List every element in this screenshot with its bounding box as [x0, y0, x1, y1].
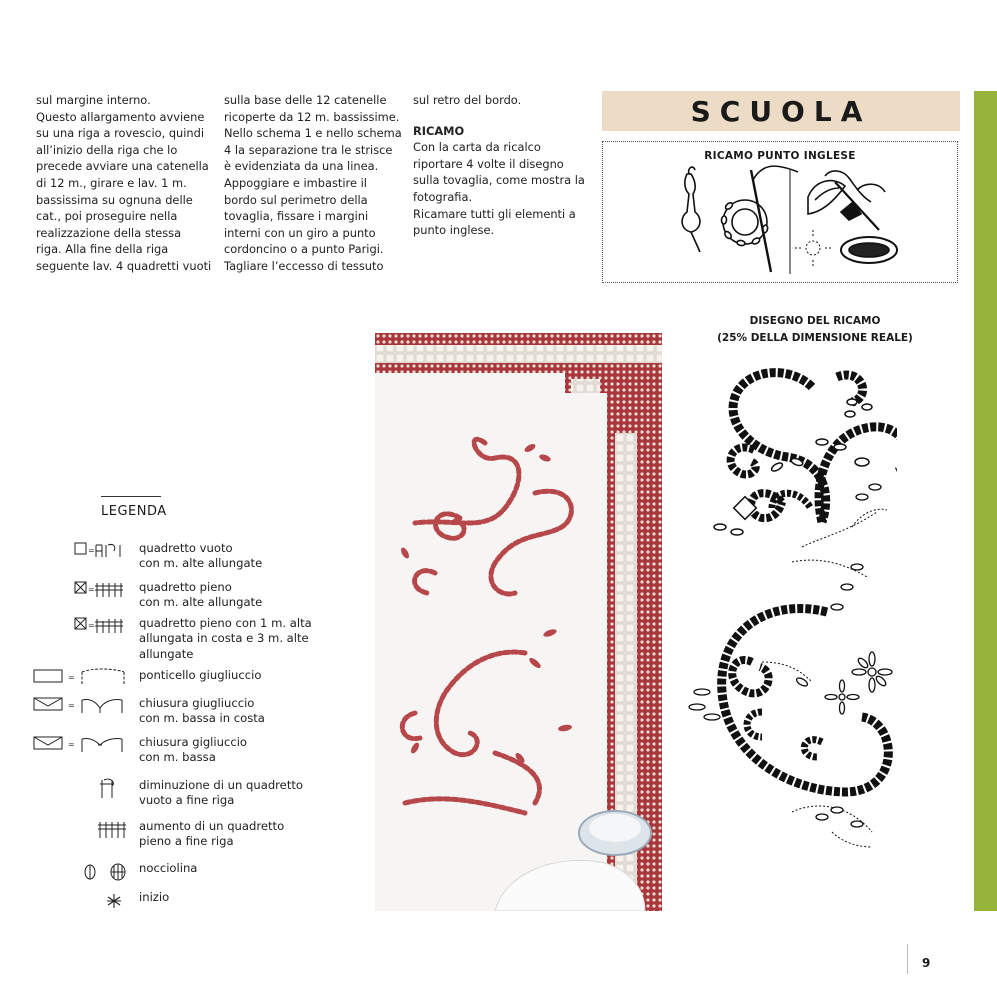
text-column-1	[36, 92, 214, 275]
text-line: bordo sul perimetro della	[224, 192, 368, 207]
section-banner	[602, 91, 960, 131]
text-line: interni con un giro a punto	[224, 225, 376, 240]
text-line: Appoggiare e imbastire il	[224, 175, 367, 190]
legend-item	[30, 580, 360, 620]
ricamo-heading: RICAMO	[413, 123, 465, 138]
text-line: Nello schema 1 e nello schema	[224, 126, 402, 141]
needle-stitch-illustration	[603, 142, 959, 284]
chiusura-costa-icon	[30, 696, 130, 716]
text-line: cordoncino o a punto Parigi.	[224, 242, 384, 257]
legend-item	[30, 696, 360, 736]
green-accent-bar	[974, 91, 997, 911]
stitch-illustration-box	[602, 141, 958, 283]
text-line: riga. Alla fine della riga	[36, 242, 169, 257]
legend-item	[30, 616, 360, 661]
filled-square-icon	[30, 580, 130, 600]
text-line: fotografia.	[413, 189, 473, 204]
nocciolina-icon	[30, 861, 130, 883]
text-column-3	[413, 92, 591, 239]
text-column-2	[224, 92, 402, 275]
page-number-rule	[907, 944, 908, 974]
legend-text: aumento di un quadretto pieno a fine riga	[139, 819, 285, 849]
legend-rule	[101, 496, 161, 497]
legend-text: chiusura gigliuccio con m. bassa	[139, 735, 248, 765]
decrease-icon	[30, 778, 130, 800]
pattern-title-line2: (25% DELLA DIMENSIONE REALE)	[717, 332, 913, 344]
svg-text:=: =	[68, 673, 75, 682]
tablecloth-photo	[375, 333, 662, 911]
text-line: bassissima su ognuna delle	[36, 192, 193, 207]
text-line: è evidenziata da una linea.	[224, 159, 379, 174]
section-title: SCUOLA	[690, 94, 872, 128]
svg-text:=: =	[88, 546, 95, 555]
text-line: Tagliare l’eccesso di tessuto	[224, 258, 384, 273]
text-line: su una riga a rovescio, quindi	[36, 126, 205, 141]
ponticello-icon	[30, 668, 130, 688]
legend-item	[30, 778, 360, 818]
legend-item	[30, 819, 360, 859]
filled-square-costa-icon	[30, 616, 130, 636]
text-line: sulla tovaglia, come mostra la	[413, 173, 585, 188]
legend-item	[30, 890, 360, 930]
svg-text:=: =	[68, 740, 75, 749]
start-icon	[30, 890, 130, 912]
legend-item	[30, 541, 360, 581]
legend-text: diminuzione di un quadretto vuoto a fine riga	[139, 778, 304, 808]
pattern-title-line1: DISEGNO DEL RICAMO	[749, 315, 881, 327]
svg-text:=: =	[68, 701, 75, 710]
legend-text: quadretto pieno con m. alte allungate	[139, 580, 263, 610]
column-intro: sul retro del bordo.	[413, 93, 522, 107]
text-line: ricoperte da 12 m. bassissime.	[224, 109, 400, 124]
chiusura-bassa-icon	[30, 735, 130, 755]
text-line: punto inglese.	[413, 223, 495, 238]
text-line: seguente lav. 4 quadretti vuoti	[36, 258, 212, 273]
text-line: cat., poi proseguire nella	[36, 209, 178, 224]
text-line: 4 la separazione tra le strisce	[224, 142, 393, 157]
text-line: sulla base delle 12 catenelle	[224, 93, 387, 107]
text-line: realizzazione della stessa	[36, 225, 182, 240]
text-line: riportare 4 volte il disegno	[413, 156, 564, 171]
text-line: sul margine interno.	[36, 93, 151, 107]
text-line: Ricamare tutti gli elementi a	[413, 206, 576, 221]
empty-square-icon	[30, 541, 130, 561]
increase-icon	[30, 819, 130, 841]
text-line: Questo allargamento avviene	[36, 109, 205, 124]
legend-item	[30, 735, 360, 775]
legend-text: quadretto pieno con 1 m. alta allungata in costa e 3 m. alte allungate	[139, 616, 312, 661]
legend-title: LEGENDA	[101, 504, 167, 519]
svg-text:=: =	[88, 585, 95, 594]
legend-text: ponticello giugliuccio	[139, 668, 262, 682]
text-line: tovaglia, fissare i margini	[224, 209, 369, 224]
embroidery-pattern-drawing	[672, 362, 897, 862]
legend-text: chiusura giugliuccio con m. bassa in costa	[139, 696, 265, 726]
text-line: Con la carta da ricalco	[413, 140, 541, 155]
text-line: all’inizio della riga che lo	[36, 142, 178, 157]
text-line: precede avviare una catenella	[36, 159, 209, 174]
pattern-title	[700, 313, 930, 347]
svg-text:=: =	[88, 621, 95, 630]
legend-text: nocciolina	[139, 861, 198, 875]
page-number: 9	[922, 956, 931, 970]
text-line: di 12 m., girare e lav. 1 m.	[36, 175, 187, 190]
legend-text: quadretto vuoto con m. alte allungate	[139, 541, 263, 571]
legend-text: inizio	[139, 890, 170, 904]
stitch-box-title: RICAMO PUNTO INGLESE	[704, 150, 856, 162]
